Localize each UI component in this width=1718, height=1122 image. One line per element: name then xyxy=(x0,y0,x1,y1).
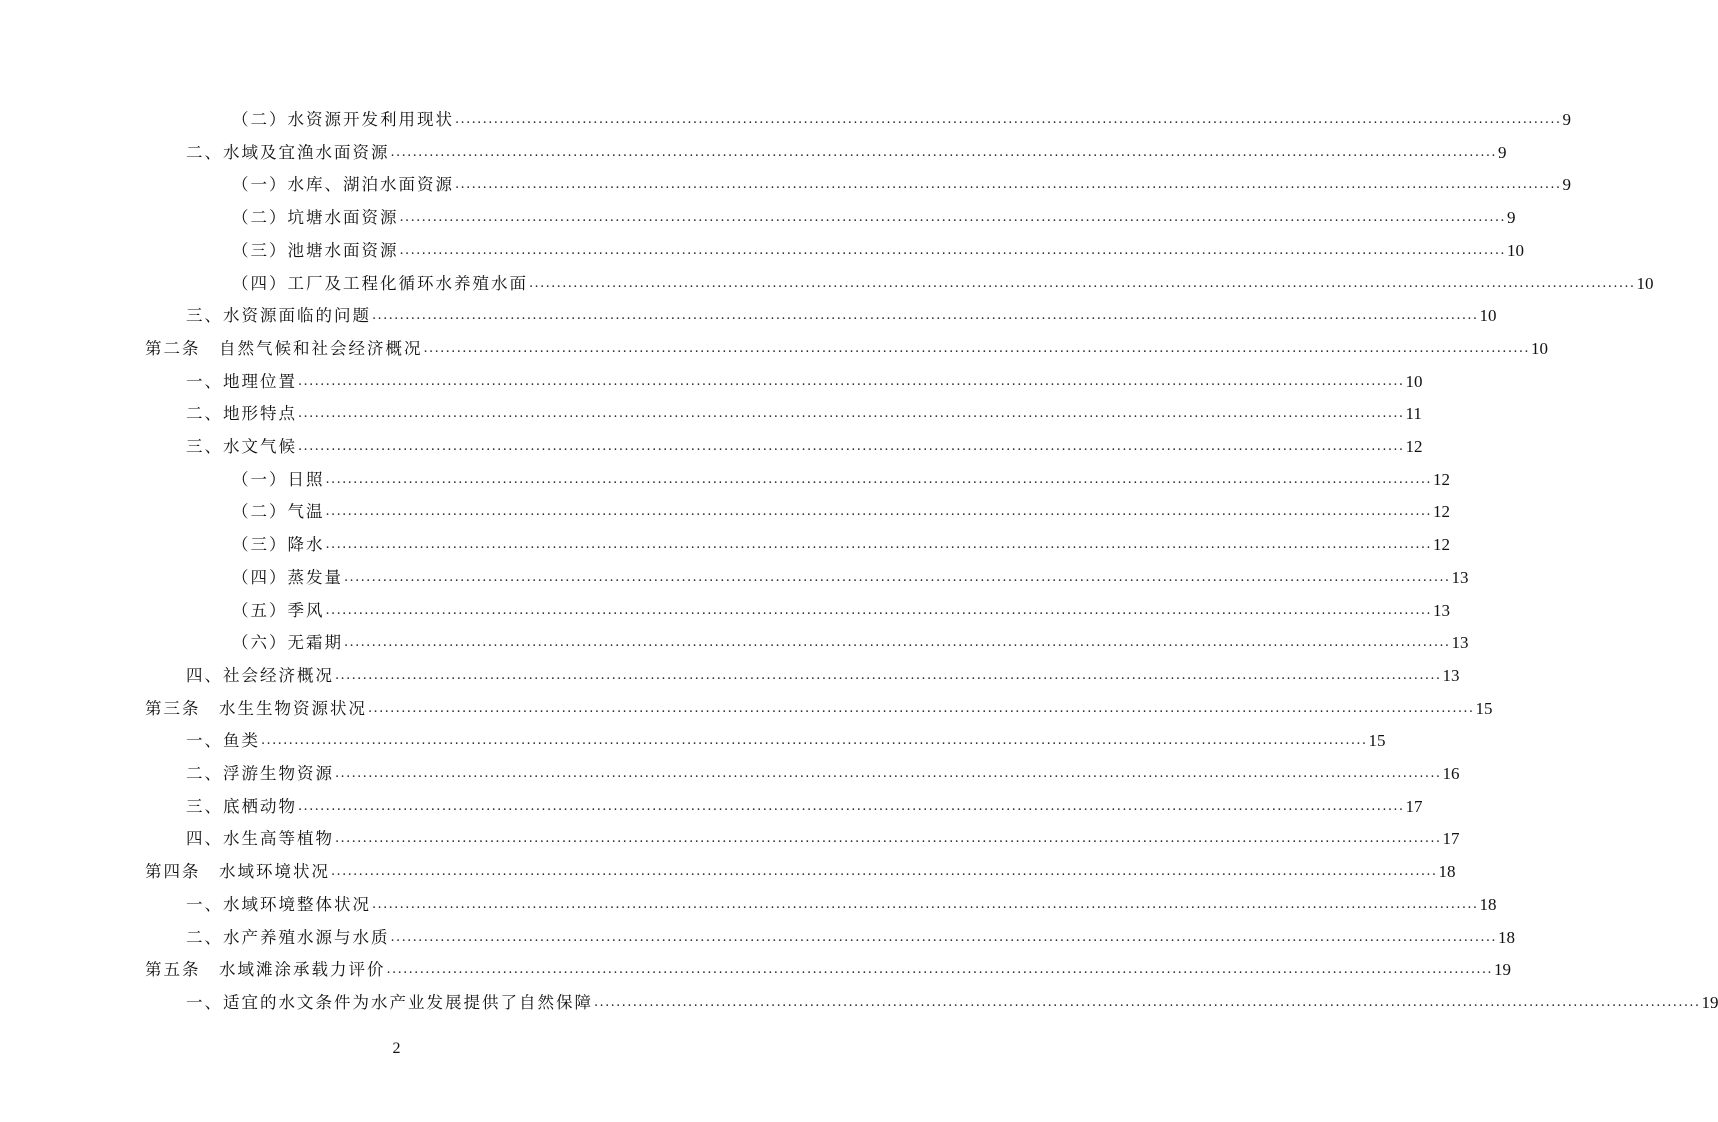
dot-leader: ........................................................................................................................................................................................................ xyxy=(261,733,1368,749)
toc-entry[interactable] xyxy=(145,952,1511,980)
toc-entry-title: （一）水库、湖泊水面资源 xyxy=(232,175,454,195)
toc-entry[interactable] xyxy=(186,723,1386,751)
toc-entry[interactable] xyxy=(145,854,1456,882)
toc-entry[interactable] xyxy=(232,200,1516,228)
toc-entry[interactable] xyxy=(232,167,1571,195)
toc-entry[interactable] xyxy=(232,233,1524,261)
toc-entry[interactable] xyxy=(186,821,1460,849)
dot-leader: ........................................................................................................................................................................................................ xyxy=(335,667,1442,683)
toc-entry-page: 18 xyxy=(1497,927,1515,947)
toc-entry-page: 13 xyxy=(1451,567,1469,587)
dot-leader: ........................................................................................................................................................................................................ xyxy=(344,569,1451,585)
toc-entry-title: 三、水资源面临的问题 xyxy=(186,306,371,326)
dot-leader: ........................................................................................................................................................................................................ xyxy=(455,177,1562,193)
toc-entry-title: 第三条 水生生物资源状况 xyxy=(145,698,367,718)
dot-leader: ........................................................................................................................................................................................................ xyxy=(298,798,1405,814)
dot-leader: ........................................................................................................................................................................................................ xyxy=(399,242,1506,258)
toc-entry-page: 13 xyxy=(1432,600,1450,620)
toc-entry-page: 19 xyxy=(1701,992,1718,1012)
toc-entry-title: 四、水生高等植物 xyxy=(186,829,334,849)
dot-leader: ........................................................................................................................................................................................................ xyxy=(298,373,1405,389)
toc-entry-page: 13 xyxy=(1451,633,1469,653)
toc-entry[interactable] xyxy=(186,429,1423,457)
toc-entry-title: 三、底栖动物 xyxy=(186,796,297,816)
dot-leader: ........................................................................................................................................................................................................ xyxy=(423,340,1530,356)
dot-leader: ........................................................................................................................................................................................................ xyxy=(390,144,1497,160)
toc-entry-page: 10 xyxy=(1506,240,1524,260)
toc-entry-page: 15 xyxy=(1368,731,1386,751)
dot-leader: ........................................................................................................................................................................................................ xyxy=(344,635,1451,651)
toc-entry-page: 10 xyxy=(1405,371,1423,391)
dot-leader: ........................................................................................................................................................................................................ xyxy=(399,210,1506,226)
toc-entry-page: 9 xyxy=(1562,175,1571,195)
toc-entry[interactable] xyxy=(232,102,1571,130)
toc-entry-page: 12 xyxy=(1432,502,1450,522)
toc-entry[interactable] xyxy=(232,462,1450,490)
toc-entry-page: 19 xyxy=(1493,960,1511,980)
toc-entry-page: 12 xyxy=(1405,437,1423,456)
toc-entry-title: （四）蒸发量 xyxy=(232,567,343,587)
dot-leader: ........................................................................................................................................................................................................ xyxy=(368,700,1475,716)
toc-entry[interactable] xyxy=(145,331,1548,359)
dot-leader: ........................................................................................................................................................................................................ xyxy=(298,406,1405,422)
toc-entry-title: （一）日照 xyxy=(232,469,325,489)
toc-entry-title: 一、鱼类 xyxy=(186,731,260,751)
toc-entry-page: 13 xyxy=(1442,665,1460,685)
toc-entry-page: 10 xyxy=(1479,306,1497,326)
dot-leader: ........................................................................................................................................................................................................ xyxy=(390,929,1497,945)
dot-leader: ........................................................................................................................................................................................................ xyxy=(325,504,1432,520)
toc-entry-title: 二、水产养殖水源与水质 xyxy=(186,927,390,947)
toc-entry-title: 第五条 水域滩涂承载力评价 xyxy=(145,960,386,980)
toc-entry-page: 18 xyxy=(1479,894,1497,914)
toc-entry-page: 9 xyxy=(1506,208,1516,228)
page-number: 2 xyxy=(392,1040,401,1057)
toc-entry-page: 16 xyxy=(1442,764,1460,783)
toc-entry-title: 二、浮游生物资源 xyxy=(186,764,334,783)
toc-entry[interactable] xyxy=(145,691,1493,719)
toc-entry-page: 10 xyxy=(1530,338,1548,358)
toc-entry[interactable] xyxy=(186,985,1718,1013)
toc-entry-title: （四）工厂及工程化循环水养殖水面 xyxy=(232,273,528,293)
toc-entry-page: 10 xyxy=(1636,273,1654,293)
dot-leader: ........................................................................................................................................................................................................ xyxy=(335,831,1442,847)
toc-entry-title: 一、地理位置 xyxy=(186,371,297,391)
toc-entry[interactable] xyxy=(186,887,1497,915)
toc-entry-title: 四、社会经济概况 xyxy=(186,665,334,685)
dot-leader: ........................................................................................................................................................................................................ xyxy=(455,112,1562,127)
toc-entry-page: 12 xyxy=(1432,469,1450,489)
toc-entry[interactable] xyxy=(232,593,1450,621)
toc-entry-page: 17 xyxy=(1405,796,1423,816)
toc-entry-title: （六）无霜期 xyxy=(232,633,343,653)
toc-entry-page: 18 xyxy=(1438,862,1456,882)
toc-entry-page: 9 xyxy=(1497,142,1507,162)
toc-entry[interactable] xyxy=(186,364,1423,392)
toc-entry[interactable] xyxy=(186,298,1497,326)
toc-entry[interactable] xyxy=(232,560,1469,588)
toc-entry-page: 11 xyxy=(1405,404,1422,424)
toc-entry[interactable] xyxy=(186,135,1507,163)
toc-entry-title: 三、水文气候 xyxy=(186,437,297,456)
toc-entry-title: 二、水域及宜渔水面资源 xyxy=(186,142,390,162)
toc-entry[interactable] xyxy=(186,920,1515,948)
dot-leader: ........................................................................................................................................................................................................ xyxy=(335,766,1442,781)
dot-leader: ........................................................................................................................................................................................................ xyxy=(372,308,1479,324)
toc-entry-title: 二、地形特点 xyxy=(186,404,297,424)
toc-entry[interactable] xyxy=(232,527,1450,555)
dot-leader: ........................................................................................................................................................................................................ xyxy=(325,471,1432,487)
toc-entry-title: 第二条 自然气候和社会经济概况 xyxy=(145,338,423,358)
dot-leader: ........................................................................................................................................................................................................ xyxy=(386,962,1493,978)
toc-entry-title: （二）水资源开发利用现状 xyxy=(232,110,454,129)
dot-leader: ........................................................................................................................................................................................................ xyxy=(594,994,1701,1010)
toc-entry-title: （五）季风 xyxy=(232,600,325,620)
dot-leader: ........................................................................................................................................................................................................ xyxy=(529,275,1636,291)
toc-entry-title: （二）坑塘水面资源 xyxy=(232,208,399,228)
toc-entry-title: （三）池塘水面资源 xyxy=(232,240,399,260)
dot-leader: ........................................................................................................................................................................................................ xyxy=(325,602,1432,618)
toc-entry[interactable] xyxy=(232,625,1469,653)
toc-entry-title: （二）气温 xyxy=(232,502,325,522)
toc-entry[interactable] xyxy=(186,658,1460,686)
dot-leader: ........................................................................................................................................................................................................ xyxy=(372,896,1479,912)
dot-leader: ........................................................................................................................................................................................................ xyxy=(331,864,1438,880)
toc-entry-title: （三）降水 xyxy=(232,535,325,555)
toc-entry-page: 12 xyxy=(1432,535,1450,555)
toc-entry-title: 一、水域环境整体状况 xyxy=(186,894,371,914)
toc-entry[interactable] xyxy=(232,266,1654,294)
dot-leader: ........................................................................................................................................................................................................ xyxy=(325,537,1432,553)
toc-entry[interactable] xyxy=(232,494,1450,522)
dot-leader: ........................................................................................................................................................................................................ xyxy=(298,439,1405,454)
toc-entry-title: 一、适宜的水文条件为水产业发展提供了自然保障 xyxy=(186,992,593,1012)
toc-entry[interactable] xyxy=(186,756,1460,784)
toc-entry-title: 第四条 水域环境状况 xyxy=(145,862,330,882)
toc-entry-page: 15 xyxy=(1475,698,1493,718)
toc-entry-page: 17 xyxy=(1442,829,1460,849)
toc-entry[interactable] xyxy=(186,396,1422,424)
toc-entry-page: 9 xyxy=(1562,110,1571,129)
toc-entry[interactable] xyxy=(186,789,1423,817)
